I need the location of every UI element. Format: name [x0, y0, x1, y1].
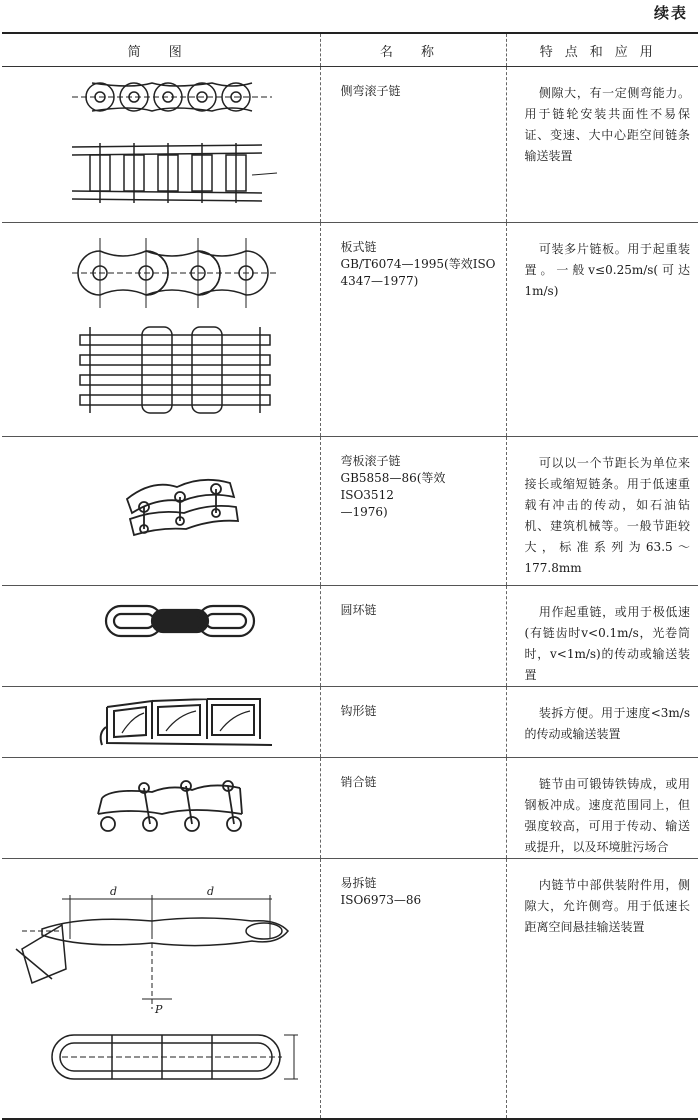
chain-standard: GB/T6074—1995(等效ISO	[340, 257, 496, 271]
continued-label: 续表	[653, 4, 688, 22]
header-name: 名 称	[320, 33, 506, 67]
chain-features: 链节由可锻铸铁铸成，或用钢板冲成。速度范围同上，但强度较高，可用于传动、输送或提升，以及环境脏污场合	[524, 777, 690, 854]
chain-features: 用作起重链，或用于极低速(有链齿时v<0.1m/s，光卷筒时，v<1m/s)的传动或输送装置	[524, 605, 690, 682]
chain-features: 可以以一个节距长为单位来接长或缩短链条。用于低速重载有冲击的传动，如石油钻机、建筑机械等。一般节距较大，标准系列为63.5～177.8mm	[524, 456, 690, 575]
chain-features: 内链节中部供装附件用，侧隙大，允许侧弯。用于低速长距离空间悬挂输送装置	[524, 878, 690, 934]
table-row	[2, 687, 698, 758]
chain-standard: ISO6973—86	[340, 893, 422, 907]
chain-name: 板式链	[340, 240, 377, 254]
round-link-chain-diagram	[2, 586, 320, 658]
leaf-chain-diagram	[2, 223, 320, 436]
hook-chain-diagram	[2, 687, 320, 757]
dimension-label-d2: d	[207, 885, 215, 898]
chain-name: 销合链	[340, 775, 377, 789]
table-row	[2, 586, 698, 687]
chain-features: 装拆方便。用于速度<3m/s的传动或输送装置	[524, 706, 690, 741]
chain-name: 易拆链	[340, 876, 377, 890]
table-row	[2, 437, 698, 586]
side-bow-chain-diagram	[2, 67, 320, 222]
table-row	[2, 758, 698, 859]
pintle-chain-diagram	[2, 758, 320, 856]
chain-name: 弯板滚子链	[340, 454, 401, 468]
header-diagram: 简 图	[2, 33, 320, 67]
table-row	[2, 223, 698, 437]
detachable-chain-diagram	[2, 859, 320, 1117]
dimension-label-d: d	[110, 885, 118, 898]
chain-name: 钩形链	[340, 704, 377, 718]
offset-roller-chain-diagram	[2, 437, 320, 585]
chain-name: 圆环链	[340, 603, 377, 617]
table-row	[2, 67, 698, 223]
chain-features: 可装多片链板。用于起重装置。一般v≤0.25m/s(可达1m/s)	[524, 242, 690, 298]
chain-standard: GB5858—86(等效ISO3512	[340, 471, 446, 502]
chain-name: 侧弯滚子链	[340, 84, 401, 98]
header-features: 特点和应用	[506, 33, 698, 67]
chain-features: 侧隙大，有一定侧弯能力。用于链轮安装共面性不易保证、变速、大中心距空间链条输送装置	[524, 86, 690, 163]
chain-types-table	[2, 32, 698, 1120]
table-row	[2, 859, 698, 1119]
chain-standard-cont: —1976)	[340, 505, 388, 519]
chain-standard-cont: 4347—1977)	[340, 274, 419, 288]
dimension-label-p: P	[155, 1003, 163, 1016]
